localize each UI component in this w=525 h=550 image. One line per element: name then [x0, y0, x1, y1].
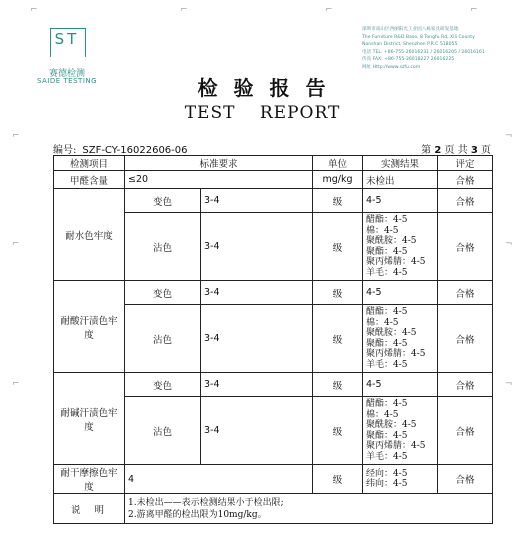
page-suffix: 页 — [481, 145, 491, 156]
rating-cell: 合格 — [438, 373, 493, 397]
table-row — [54, 373, 493, 397]
unit-cell: 级 — [313, 397, 363, 465]
page-indicator — [421, 141, 491, 156]
subitem-cell: 沾色 — [125, 305, 201, 373]
result-line: 棉：4-5 — [366, 225, 399, 236]
unit-cell: mg/kg — [313, 171, 363, 189]
result-line: 醋酯：4-5 — [366, 215, 408, 225]
notes-label: 说明 — [54, 494, 125, 524]
table-header-row — [54, 156, 493, 171]
header-result: 实测结果 — [363, 156, 438, 171]
report-number-value: SZF-CY-16022606-06 — [82, 145, 188, 156]
unit-cell: 级 — [313, 213, 363, 281]
result-cell — [363, 213, 438, 281]
page-total: 3 — [470, 145, 478, 156]
item-cell: 耐水色牢度 — [54, 189, 125, 281]
subitem-cell: 沾色 — [125, 213, 201, 281]
rating-cell: 合格 — [438, 281, 493, 305]
requirement-cell: 3-4 — [201, 305, 313, 373]
item-cell: 耐干摩擦色牢度 — [54, 465, 125, 494]
registration-mark: ⌐ — [30, 5, 38, 15]
item-cell: 耐碱汗渍色牢度 — [54, 373, 125, 465]
result-line: 聚酰胺：4-5 — [366, 236, 417, 246]
result-line: 经向：4-5 — [366, 468, 408, 479]
contact-line: 深圳市南山区西丽阳光工业园八栋家具研发基地 — [362, 27, 459, 32]
registration-mark: ⌐ — [12, 379, 20, 389]
table-row — [54, 171, 493, 189]
registration-mark: ⌐ — [12, 239, 20, 249]
unit-cell: 级 — [313, 189, 363, 213]
rating-cell: 合格 — [438, 305, 493, 373]
result-cell: 未检出 — [363, 171, 438, 189]
logo-name-en: SAIDE TESTING — [36, 77, 98, 85]
requirement-cell: 3-4 — [201, 397, 313, 465]
subitem-cell: 变色 — [125, 281, 201, 305]
result-cell: 4-5 — [363, 281, 438, 305]
notes-row — [54, 494, 493, 524]
report-title-en: TEST REPORT — [184, 103, 341, 123]
result-cell — [363, 397, 438, 465]
result-line: 醋酯：4-5 — [366, 307, 408, 317]
report-title-cn: 检验报告 — [197, 76, 342, 100]
contact-line: 电话 TEL: +86-755-26016231 / 26016205 / 26016161 — [362, 49, 485, 55]
contact-line: Nanshan District, Shenzhen P.R.C 518055 — [362, 42, 458, 47]
notes-cell — [125, 494, 493, 524]
registration-mark: ¬ — [505, 379, 513, 389]
result-line: 棉：4-5 — [366, 409, 399, 420]
registration-mark: ⌐ — [470, 5, 478, 15]
table-row — [54, 281, 493, 305]
requirement-cell: 4 — [125, 465, 313, 494]
result-line: 羊毛：4-5 — [366, 451, 408, 462]
unit-cell: 级 — [313, 373, 363, 397]
page-prefix: 第 — [421, 145, 432, 156]
page-number: 2 — [434, 145, 442, 156]
requirement-cell: 3-4 — [201, 373, 313, 397]
rating-cell: 合格 — [438, 397, 493, 465]
result-cell: 4-5 — [363, 373, 438, 397]
result-line: 聚酯：4-5 — [366, 338, 408, 349]
contact-line: 传真 FAX: +86-755-26018227 26016225 — [362, 57, 455, 62]
result-line: 聚酯：4-5 — [366, 430, 408, 441]
subitem-cell: 变色 — [125, 373, 201, 397]
rating-cell: 合格 — [438, 213, 493, 281]
note-line: 2.游离甲醛的检出限为10mg/kg。 — [128, 509, 267, 520]
unit-cell: 级 — [313, 465, 363, 494]
report-number-label: 编号: — [53, 145, 77, 156]
result-line: 聚丙烯腈：4-5 — [366, 257, 426, 267]
logo-mark: ST — [54, 30, 80, 48]
contact-info — [362, 26, 512, 71]
rating-cell: 合格 — [438, 189, 493, 213]
result-line: 聚酰胺：4-5 — [366, 328, 417, 338]
contact-line: 网址 Http://www.szfu.com — [362, 64, 421, 70]
requirement-cell: 3-4 — [201, 281, 313, 305]
header-item: 检测项目 — [54, 156, 125, 171]
rating-cell: 合格 — [438, 171, 493, 189]
result-cell — [363, 465, 438, 494]
report-number — [53, 141, 188, 156]
registration-mark: ⌐ — [325, 5, 333, 15]
header-rating: 评定 — [438, 156, 493, 171]
header-requirement: 标准要求 — [125, 156, 313, 171]
result-line: 纬向：4-5 — [366, 479, 408, 489]
table-row — [54, 189, 493, 213]
logo-name-cn: 赛德检测 — [48, 69, 85, 79]
result-line: 聚丙烯腈：4-5 — [366, 349, 426, 359]
result-line: 羊毛：4-5 — [366, 267, 408, 278]
contact-line: The Furniture R&D Base, 8 Tongfu Rd, Xili County — [362, 34, 475, 40]
result-line: 羊毛：4-5 — [366, 359, 408, 370]
unit-cell: 级 — [313, 305, 363, 373]
item-cell: 耐酸汗渍色牢度 — [54, 281, 125, 373]
header-unit: 单位 — [313, 156, 363, 171]
subitem-cell: 沾色 — [125, 397, 201, 465]
table-row — [54, 465, 493, 494]
requirement-cell: 3-4 — [201, 189, 313, 213]
registration-mark: ¬ — [505, 239, 513, 249]
rating-cell: 合格 — [438, 465, 493, 494]
result-cell — [363, 305, 438, 373]
registration-mark: ¬ — [505, 131, 513, 141]
result-line: 棉：4-5 — [366, 317, 399, 328]
result-line: 聚酰胺：4-5 — [366, 420, 417, 430]
requirement-cell: 3-4 — [201, 213, 313, 281]
registration-mark: ⌐ — [12, 131, 20, 141]
unit-cell: 级 — [313, 281, 363, 305]
results-table — [53, 155, 493, 524]
page-mid: 页 共 — [444, 145, 468, 156]
registration-mark: ⌐ — [180, 5, 188, 15]
result-line: 醋酯：4-5 — [366, 399, 408, 409]
subitem-cell: 变色 — [125, 189, 201, 213]
requirement-cell: ≤20 — [125, 171, 313, 189]
note-line: 1.未检出——表示检测结果小于检出限; — [128, 497, 284, 508]
item-cell: 甲醛含量 — [54, 171, 125, 189]
result-line: 聚酯：4-5 — [366, 246, 408, 257]
result-line: 聚丙烯腈：4-5 — [366, 441, 426, 451]
result-cell: 4-5 — [363, 189, 438, 213]
